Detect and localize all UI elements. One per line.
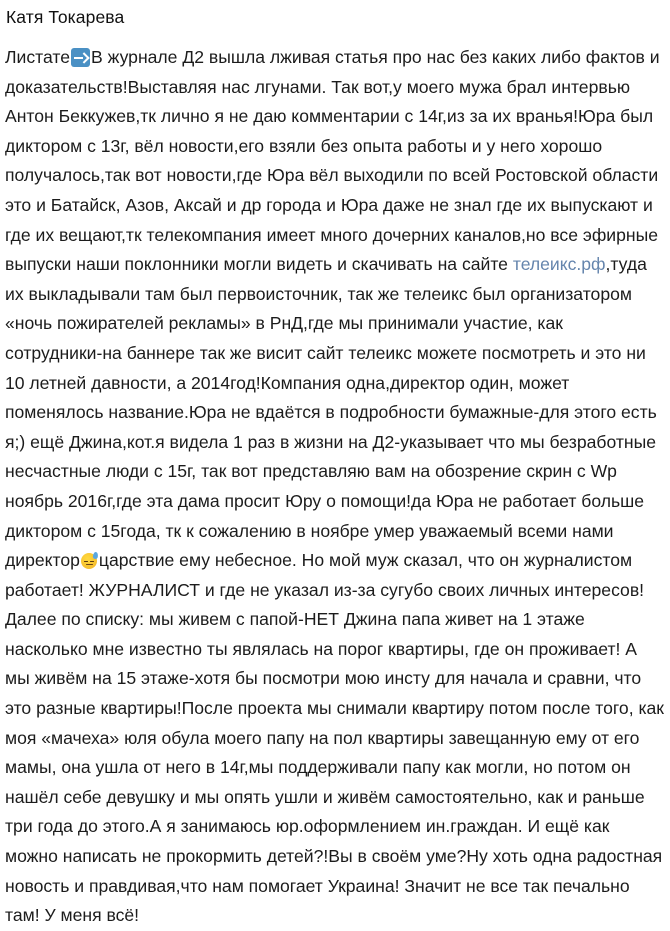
post-text-body [5,43,666,931]
teleiks-rf-link[interactable]: телеикс.рф [512,254,606,275]
downcast-face-with-sweat-emoji [80,551,99,570]
right-arrow-emoji [71,48,90,67]
post-author-name[interactable]: Катя Токарева [6,7,125,27]
post-text-part-3: ,туда их выкладывали там был первоисточник, так же телеикс был организатором «ночь пожирателей рекламы» в РнД,где мы принимали участие, как сотрудники-на баннере так же висит сайт телеикс можете посмотреть и это ни 10 летней давности, а 2014год!Компания одна,директор один, может поменялось название.Юра не вдаётся в подробности бумажные-для этого есть я;) ещё Джина,кот.я видела 1 раз в жизни на Д2-указывает что мы безработные несчастные люди с 15г, так вот представляю вам на обозрение скрин с Wp ноябрь 2016г,где эта дама просит Юру о помощи!да Юра не работает больше диктором с 15года, тк к сожалению в ноябре умер уважаемый всеми нами директор [5,254,657,571]
emoji-left-eye [84,559,88,562]
post-text-part-1: Листате [5,47,71,67]
emoji-sweat-drop [93,551,99,559]
emoji-right-eye [90,559,94,562]
post-text-part-4: царствие ему небесное. Но мой муж сказал, что он журналистом работает! ЖУРНАЛИСТ и где не указал из-за сугубо своих личных интересов! Далее по списку: мы живем с папой-НЕТ Джина папа живет на 1 этаже насколько мне известно ты являлась на порог квартиры, где он проживает! А мы живём на 15 этаже-хотя бы посмотри мою инсту для начала и сравни, что это разные квартиры!После проекта мы снимали квартиру потом после того, как моя «мачеха» юля обула моего папу на пол квартиры завещанную ему от его мамы, она ушла от него в 14г,мы поддерживали папу как могли, но потом он нашёл себе девушку и мы опять ушли и живём самостоятельно, как и раньше три года до этого.А я занимаюсь юр.оформлением ин.граждан. И ещё как можно написать не прокормить детей?!Вы в своём уме?Ну хоть одна радостная новость и правдивая,что нам помогает Украина! Значит не все так печально там! У меня всё! [5,550,664,926]
post-text-part-2: В журнале Д2 вышла лживая статья про нас без каких либо фактов и доказательств!Выставляя нас лгунами. Так вот,у моего мужа брал интервью Антон Беккужев,тк лично я не даю комментарии с 14г,из за их вранья!Юра был диктором с 13г, вёл новости,его взяли без опыта работы и у него хорошо получалось,так вот новости,где Юра вёл выходили по всей Ростовской области это и Батайск, Азов, Аксай и др города и Юра даже не знал где их выпускают и где их вещают,тк телекомпания имеет много дочерних каналов,но все эфирные выпуски наши поклонники могли видеть и скачивать на сайте [5,47,660,275]
